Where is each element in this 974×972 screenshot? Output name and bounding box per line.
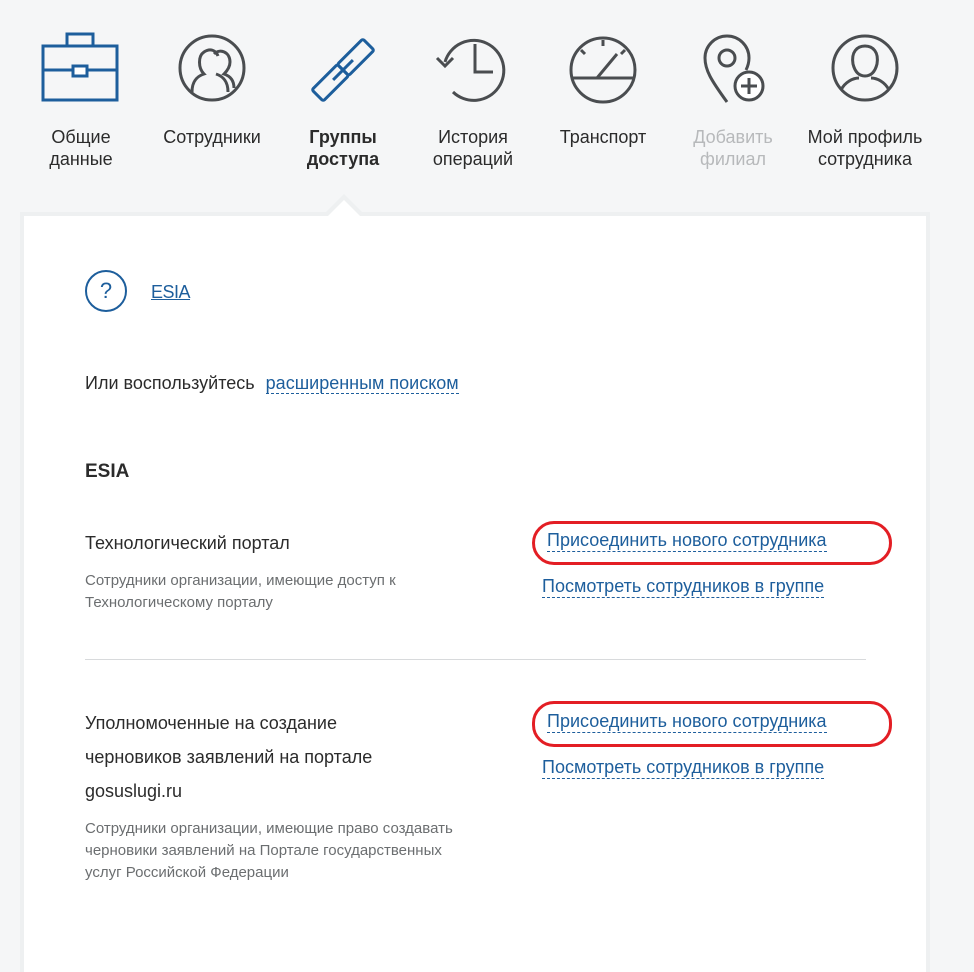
- view-group-employees-link[interactable]: Посмотреть сотрудников в группе: [542, 576, 825, 596]
- nav-label-my-profile: Мой профиль сотрудника: [807, 127, 923, 169]
- view-group-employees-link[interactable]: Посмотреть сотрудников в группе: [542, 757, 825, 777]
- nav-label-operations-history: История операций: [432, 127, 514, 169]
- group-name: Уполномоченные на создание черновиков заявлений на портале gosuslugi.ru: [85, 713, 373, 801]
- top-navigation: [0, 0, 974, 212]
- users-icon: [170, 28, 254, 112]
- nav-item-employees[interactable]: [147, 28, 277, 148]
- nav-item-transport[interactable]: [538, 28, 668, 148]
- history-clock-icon: [431, 28, 515, 112]
- add-location-icon: [691, 28, 775, 112]
- advanced-search-line: [85, 373, 459, 394]
- advanced-search-prefix: Или воспользуйтесь: [85, 373, 255, 393]
- nav-item-general-data[interactable]: [16, 28, 146, 170]
- question-icon[interactable]: ?: [85, 270, 127, 312]
- nav-label-transport: Транспорт: [559, 127, 647, 147]
- chain-link-icon: [301, 28, 385, 112]
- user-profile-icon: [823, 28, 907, 112]
- nav-label-employees: Сотрудники: [163, 127, 261, 147]
- nav-label-access-groups: Группы доступа: [306, 127, 380, 169]
- help-link-esia[interactable]: ESIA: [151, 282, 191, 302]
- join-employee-link[interactable]: Присоединить нового сотрудника: [547, 530, 827, 550]
- group-description: Сотрудники организации, имеющие доступ к Технологическому порталу: [85, 572, 396, 611]
- group-description: Сотрудники организации, имеющие право создавать черновики заявлений на Портале государственных услуг Российской Федерации: [85, 820, 453, 881]
- nav-label-general-data: Общие данные: [49, 127, 113, 169]
- nav-item-my-profile[interactable]: [800, 28, 930, 170]
- section-title: ESIA: [85, 461, 130, 482]
- speedometer-icon: [561, 28, 645, 112]
- nav-item-access-groups[interactable]: [278, 28, 408, 170]
- briefcase-icon: [39, 28, 123, 112]
- nav-label-add-branch: Добавить филиал: [693, 127, 773, 169]
- nav-item-add-branch[interactable]: [668, 28, 798, 170]
- advanced-search-link[interactable]: расширенным поиском: [265, 373, 459, 393]
- group-divider: [85, 659, 866, 660]
- group-name: Технологический портал: [85, 533, 290, 553]
- join-employee-link[interactable]: Присоединить нового сотрудника: [547, 711, 827, 731]
- nav-item-operations-history[interactable]: [408, 28, 538, 170]
- active-tab-pointer-inner: [326, 200, 362, 218]
